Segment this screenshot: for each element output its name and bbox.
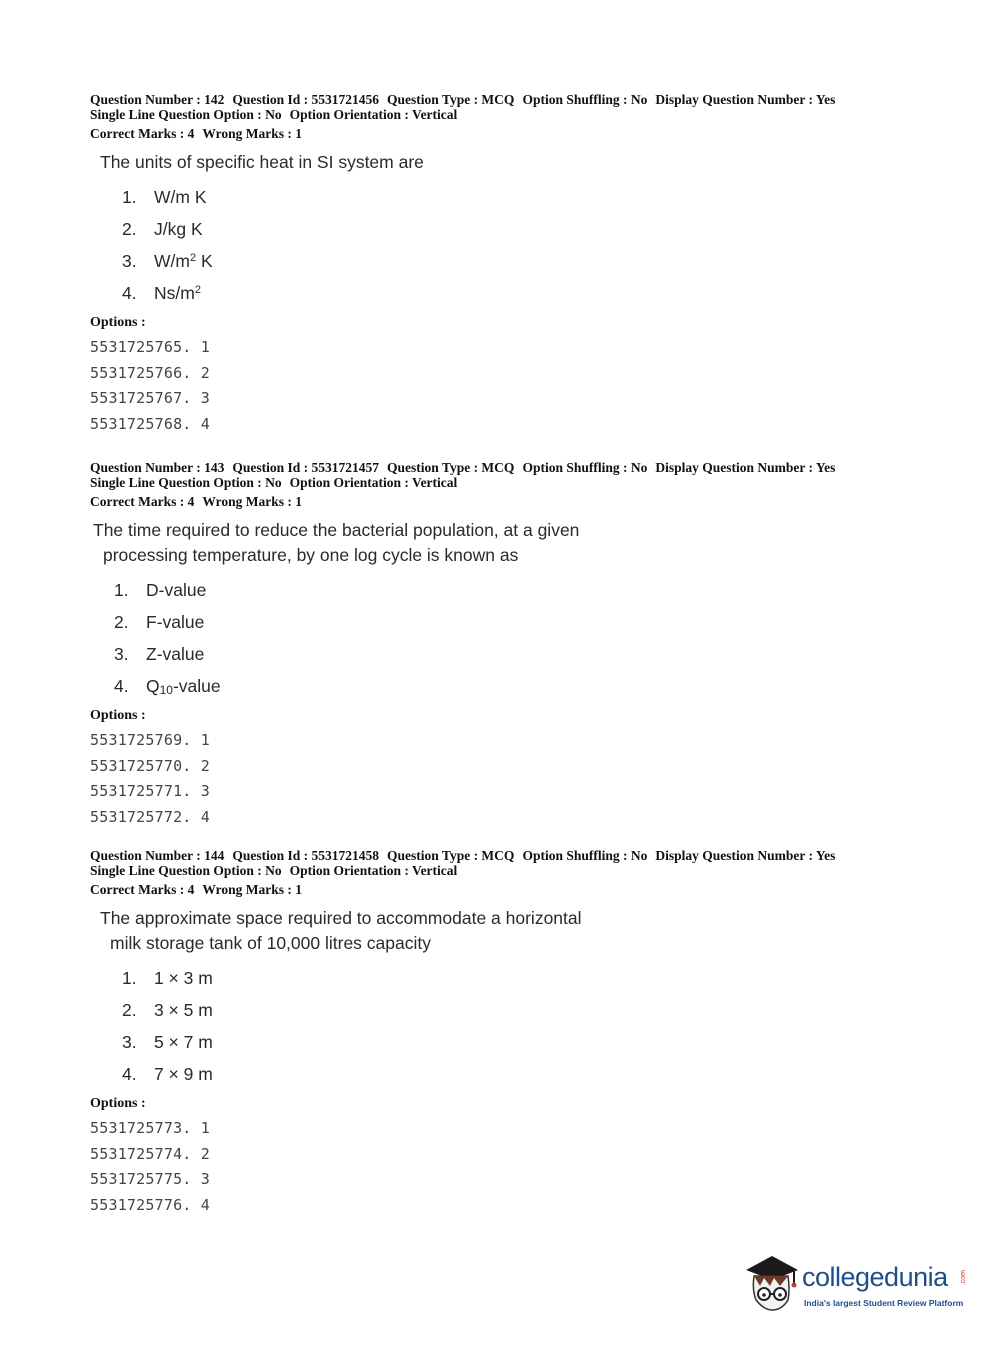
answer-choice: 1. D-value	[114, 580, 207, 600]
answer-choice: 3. 5 × 7 m	[122, 1032, 213, 1052]
option-id: 5531725776. 4	[90, 1195, 210, 1214]
option-orientation: Option Orientation : Vertical	[289, 107, 458, 122]
option-id: 5531725774. 2	[90, 1144, 210, 1163]
option-shuffling: Option Shuffling : No	[522, 92, 648, 107]
marks-line	[90, 882, 950, 897]
question-type: Question Type : MCQ	[387, 848, 515, 863]
answer-choices	[90, 181, 950, 309]
logo-tagline: India's largest Student Review Platform	[804, 1298, 964, 1308]
question-block	[90, 92, 950, 437]
question-meta	[90, 92, 950, 141]
question-block	[90, 848, 950, 1218]
option-id: 5531725771. 3	[90, 782, 210, 800]
answer-choice: 3. $W/m^2$ K	[122, 251, 213, 271]
options-label: Options :	[90, 708, 146, 723]
answer-choice: 1. W/m K	[122, 187, 207, 207]
mascot-icon	[742, 1250, 800, 1314]
option-shuffling: Option Shuffling : No	[522, 848, 648, 863]
option-id: 5531725765. 1	[90, 338, 210, 356]
option-id-list	[90, 1116, 950, 1218]
answer-choice: 2. 3 × 5 m	[122, 1000, 213, 1020]
options-label: Options :	[90, 315, 146, 330]
option-id: 5531725768. 4	[90, 414, 210, 433]
option-id: 5531725769. 1	[90, 731, 210, 749]
answer-choice: 3. Z-value	[114, 644, 205, 664]
logo-suffix: .com	[960, 1270, 967, 1286]
logo-wordmark: collegedunia	[802, 1262, 948, 1292]
display-question-number: Display Question Number : Yes	[655, 92, 836, 107]
wrong-marks: Wrong Marks : 1	[202, 126, 302, 141]
wrong-marks: Wrong Marks : 1	[202, 494, 302, 509]
option-id: 5531725767. 3	[90, 389, 210, 407]
question-meta	[90, 460, 950, 509]
answer-choice: 4. 7 × 9 m	[122, 1064, 213, 1084]
answer-choice: 2. J/kg K	[122, 219, 203, 239]
display-question-number: Display Question Number : Yes	[655, 848, 836, 863]
single-line-option: Single Line Question Option : No	[90, 475, 282, 490]
question-stem: The units of specific heat in SI system are	[100, 152, 424, 172]
question-stem: The approximate space required to accommodate a horizontal milk storage tank of 10,000 litres capacity	[100, 908, 582, 953]
option-id: 5531725775. 3	[90, 1170, 210, 1188]
marks-line	[90, 494, 950, 509]
question-number: Question Number : 144	[90, 848, 225, 863]
single-line-option: Single Line Question Option : No	[90, 863, 282, 878]
question-id: Question Id : 5531721457	[232, 460, 380, 475]
display-question-number: Display Question Number : Yes	[655, 460, 836, 475]
option-id-list	[90, 728, 950, 830]
answer-choice: 4. $Ns/m^2$	[122, 283, 201, 303]
question-number: Question Number : 143	[90, 460, 225, 475]
option-shuffling: Option Shuffling : No	[522, 460, 648, 475]
option-orientation: Option Orientation : Vertical	[289, 863, 458, 878]
correct-marks: Correct Marks : 4	[90, 494, 195, 509]
collegedunia-logo	[742, 1250, 972, 1320]
option-id: 5531725770. 2	[90, 756, 210, 775]
answer-choices	[90, 962, 950, 1090]
option-orientation: Option Orientation : Vertical	[289, 475, 458, 490]
question-block	[90, 460, 950, 830]
question-type: Question Type : MCQ	[387, 92, 515, 107]
answer-choices	[90, 574, 950, 702]
question-id: Question Id : 5531721458	[232, 848, 380, 863]
option-id: 5531725773. 1	[90, 1119, 210, 1137]
answer-choice: 4. $Q_{10}$-value	[114, 676, 221, 697]
single-line-option: Single Line Question Option : No	[90, 107, 282, 122]
options-label: Options :	[90, 1096, 146, 1111]
question-number: Question Number : 142	[90, 92, 225, 107]
option-id-list	[90, 335, 950, 437]
correct-marks: Correct Marks : 4	[90, 126, 195, 141]
marks-line	[90, 126, 950, 141]
option-id: 5531725766. 2	[90, 363, 210, 382]
correct-marks: Correct Marks : 4	[90, 882, 195, 897]
option-id: 5531725772. 4	[90, 807, 210, 826]
question-id: Question Id : 5531721456	[232, 92, 380, 107]
answer-choice: 2. F-value	[114, 612, 205, 632]
wrong-marks: Wrong Marks : 1	[202, 882, 302, 897]
question-type: Question Type : MCQ	[387, 460, 515, 475]
question-meta	[90, 848, 950, 897]
question-stem: The time required to reduce the bacterial population, at a given processing temperature, by one log cycle is known as	[93, 520, 580, 565]
answer-choice: 1. 1 × 3 m	[122, 968, 213, 988]
